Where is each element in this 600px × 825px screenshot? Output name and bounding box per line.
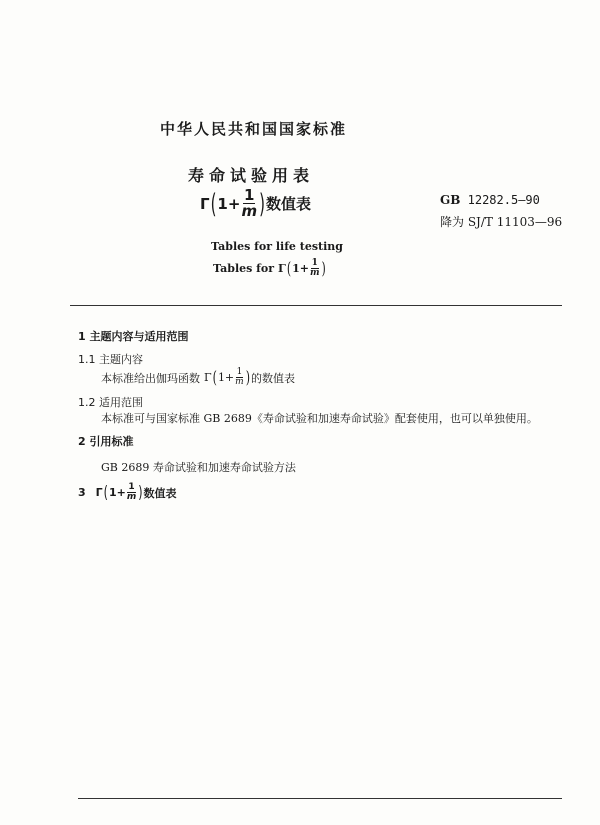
replace-note: 降为 SJ/T 11103—96 [440, 215, 563, 229]
one-plus: 1+ [108, 486, 126, 499]
section-2-title: 2 引用标准 [78, 435, 134, 448]
footer-divider [78, 798, 562, 799]
header-divider [70, 305, 562, 306]
gamma-symbol: Γ [204, 371, 212, 384]
s3-number: 3 [78, 486, 86, 499]
value-table-label: 数值表 [265, 195, 311, 213]
right-paren: ) [259, 187, 265, 220]
gb-number: 12282.5—90 [467, 193, 540, 207]
section-3-title [78, 483, 177, 502]
fraction-numerator: 1 [311, 258, 318, 268]
s3-suffix: 数值表 [143, 486, 177, 500]
section-1-2-text: 本标准可与国家标准 GB 2689《寿命试验和加速寿命试验》配套使用，也可以单独使用。 [101, 412, 538, 425]
section-1-1-text [101, 368, 295, 387]
fraction [235, 368, 244, 387]
fraction-denominator: m [310, 268, 320, 278]
one-plus: 1+ [217, 371, 235, 384]
gamma-title [200, 188, 311, 219]
section-1-title: 1 主题内容与适用范围 [78, 330, 189, 343]
section-1-1-title: 1.1 主题内容 [78, 353, 143, 366]
gb-prefix: GB [440, 193, 461, 207]
section-2-reference: GB 2689 寿命试验和加速寿命试验方法 [101, 461, 296, 474]
gamma-symbol: Γ [278, 262, 286, 275]
left-paren: ( [286, 258, 292, 279]
left-paren: ( [212, 367, 217, 388]
s1-1-text-suffix: 的数值表 [251, 371, 295, 385]
title-en-line2 [213, 259, 327, 278]
right-paren: ) [138, 482, 143, 503]
fraction [310, 259, 320, 278]
fraction-denominator: m [241, 202, 258, 220]
left-paren: ( [103, 482, 108, 503]
title-en-line1: Tables for life testing [211, 240, 343, 253]
right-paren: ) [245, 367, 250, 388]
gamma-symbol: Γ [200, 194, 210, 213]
s1-1-text-prefix: 本标准给出伽玛函数 [101, 371, 200, 385]
one-plus: 1+ [217, 194, 241, 213]
one-plus: 1+ [292, 262, 309, 275]
fraction-denominator: m [126, 492, 137, 502]
gamma-symbol: Γ [95, 486, 103, 499]
gb-standard-code [440, 193, 540, 207]
fraction [241, 188, 257, 219]
document-title-cn: 寿命试验用表 [188, 166, 315, 185]
fraction-numerator: 1 [236, 367, 243, 377]
standard-org-heading: 中华人民共和国国家标准 [160, 120, 348, 138]
fraction-denominator: m [235, 377, 244, 387]
fraction-numerator: 1 [128, 482, 135, 492]
section-1-2-title: 1.2 适用范围 [78, 396, 143, 409]
fraction-numerator: 1 [244, 186, 255, 204]
right-paren: ) [321, 258, 326, 279]
left-paren: ( [210, 187, 217, 220]
fraction [127, 483, 136, 502]
title-en2-prefix: Tables for [213, 262, 275, 275]
